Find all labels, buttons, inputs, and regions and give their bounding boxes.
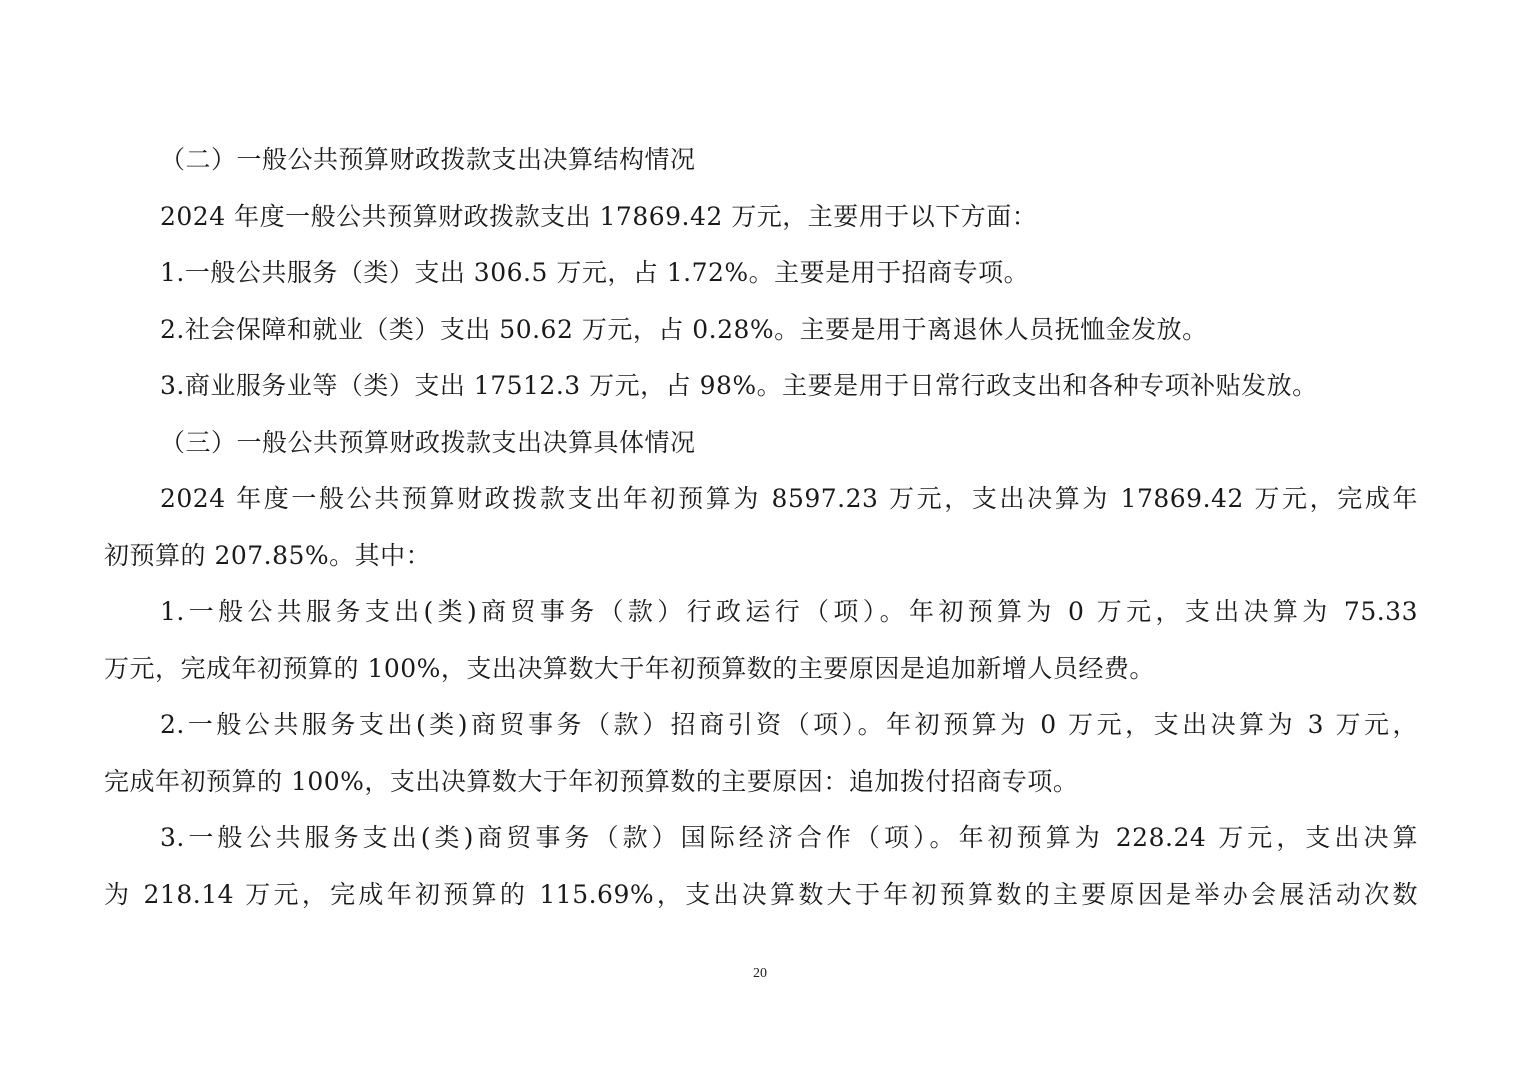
document-body [104,132,1418,923]
paragraph-item-1: 1.一般公共服务（类）支出 306.5 万元，占 1.72%。主要是用于招商专项。 [160,258,1030,287]
section-heading-3: （三）一般公共预算财政拨款支出决算具体情况 [160,427,696,457]
paragraph-detail-2-line-1: 2.一般公共服务支出(类)商贸事务（款）招商引资（项）。年初预算为 0 万元，支出决算为 3 万元， [160,710,1418,739]
paragraph-budget-line-2: 初预算的 207.85%。其中： [104,540,432,570]
paragraph-detail-3-line-1: 3.一般公共服务支出(类)商贸事务（款）国际经济合作（项）。年初预算为 228.24 万元，支出决算 [160,823,1418,852]
paragraph-item-2: 2.社会保障和就业（类）支出 50.62 万元，占 0.28%。主要是用于离退休人员抚恤金发放。 [160,314,1208,344]
page-number: 20 [753,966,767,981]
paragraph-detail-1-line-1: 1.一般公共服务支出(类)商贸事务（款）行政运行（项）。年初预算为 0 万元，支出决算为 75.33 [160,597,1418,626]
paragraph-item-3: 3.商业服务业等（类）支出 17512.3 万元，占 98%。主要是用于日常行政支出和各种专项补贴发放。 [160,371,1318,400]
paragraph-detail-2-line-2: 完成年初预算的 100%，支出决算数大于年初预算数的主要原因：追加拨付招商专项。 [104,766,1079,796]
paragraph-detail-1-line-2: 万元，完成年初预算的 100%，支出决算数大于年初预算数的主要原因是追加新增人员经费。 [104,653,1155,683]
paragraph-total: 2024 年度一般公共预算财政拨款支出 17869.42 万元，主要用于以下方面： [160,201,1038,231]
paragraph-budget-line-1: 2024 年度一般公共预算财政拨款支出年初预算为 8597.23 万元，支出决算为 17869.42 万元，完成年 [160,484,1418,513]
section-heading-2: （二）一般公共预算财政拨款支出决算结构情况 [160,145,696,174]
paragraph-detail-3-line-2: 为 218.14 万元，完成年初预算的 115.69%，支出决算数大于年初预算数的主要原因是举办会展活动次数 [104,879,1418,909]
